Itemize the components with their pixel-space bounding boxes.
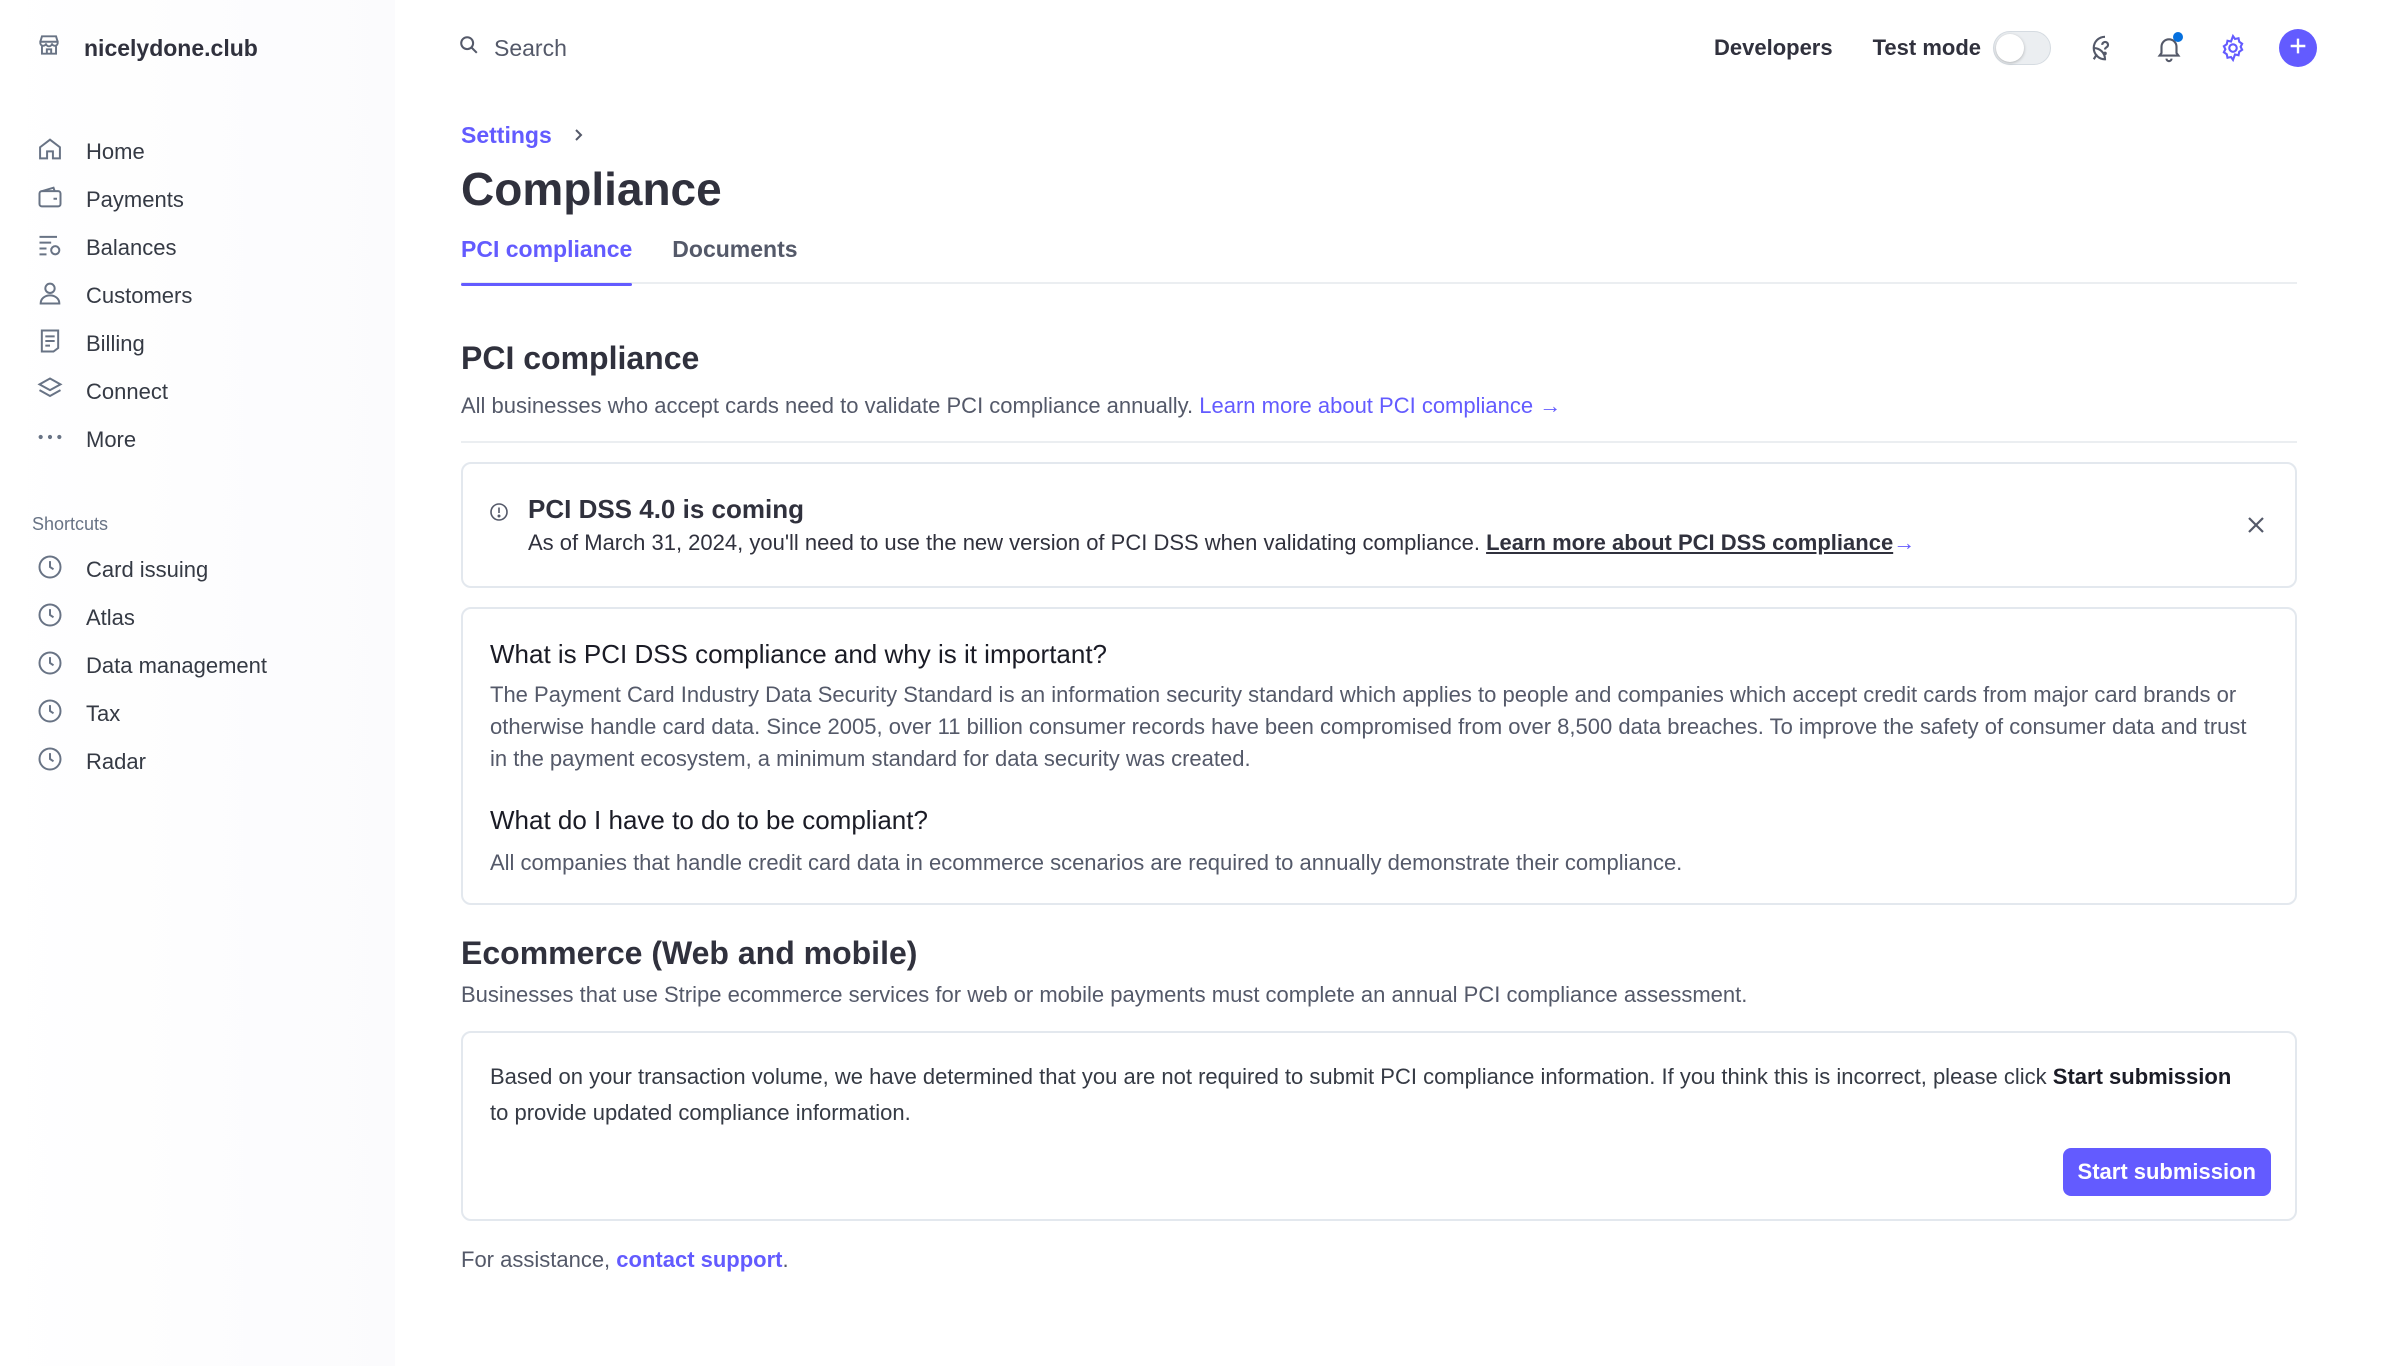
ecommerce-status-box [461,1031,2297,1221]
arrow-right-icon: → [1893,530,1916,555]
notice-text: As of March 31, 2024, you'll need to use the new version of PCI DSS when validating compliance. [528,530,1480,555]
plus-icon [2287,35,2309,62]
clock-icon [36,601,64,635]
settings-gear-icon[interactable] [2217,32,2249,64]
main-nav [36,128,366,464]
close-icon[interactable] [2245,514,2267,536]
notice-title: PCI DSS 4.0 is coming [528,494,804,524]
shortcut-label: Tax [86,701,121,726]
pci-faq-box [461,607,2297,905]
clock-icon [36,649,64,683]
nav-label: Connect [86,379,168,404]
faq-question-1: What is PCI DSS compliance and why is it important? [490,639,1108,669]
shortcuts-heading: Shortcuts [32,514,109,534]
receipt-icon [36,327,64,361]
search-icon [458,34,480,62]
shortcut-card-issuing[interactable] [36,546,366,594]
balances-icon [36,231,64,265]
shortcut-label: Radar [86,749,146,774]
nav-label: Billing [86,331,145,356]
learn-pci-dss-link[interactable] [1486,530,1915,555]
nav-item-payments[interactable] [36,176,366,224]
breadcrumb [461,122,586,149]
learn-pci-link-text: Learn more about PCI compliance [1199,393,1534,418]
search-input[interactable]: Search [494,34,567,61]
learn-pci-link[interactable] [1199,393,1561,418]
help-icon[interactable] [2089,32,2121,64]
pci-description [461,390,1561,422]
assist-before: For assistance, [461,1247,617,1272]
pci-dss-notice [461,462,2297,588]
home-icon [36,135,64,169]
developers-link[interactable]: Developers [1713,35,1833,60]
notifications-icon[interactable] [2153,32,2185,64]
create-button[interactable] [2279,29,2317,67]
clock-icon [36,697,64,731]
clock-icon [36,553,64,587]
layers-icon [36,375,64,409]
search-bar[interactable] [458,30,567,66]
shortcut-tax[interactable] [36,690,366,738]
learn-pci-dss-link-text: Learn more about PCI DSS compliance [1486,530,1894,555]
clock-icon [36,745,64,779]
contact-support-link[interactable]: contact support [616,1247,783,1272]
shortcut-label: Atlas [86,605,135,630]
assist-after: . [782,1247,789,1272]
nav-item-home[interactable] [36,128,366,176]
pci-section-title: PCI compliance [461,340,700,376]
nav-label: Balances [86,235,177,260]
test-mode-toggle[interactable] [1993,31,2051,65]
notification-badge [2173,32,2183,42]
more-dots-icon [36,423,64,457]
breadcrumb-settings[interactable]: Settings [461,122,552,148]
shortcuts-nav [36,546,366,786]
ecommerce-title: Ecommerce (Web and mobile) [461,935,918,971]
status-text-bold: Start submission [2052,1064,2232,1089]
tab-pci-compliance[interactable]: PCI compliance [461,236,632,284]
nav-item-billing[interactable] [36,320,366,368]
notice-body [528,530,1915,556]
wallet-icon [36,183,64,217]
account-switcher[interactable] [36,30,258,66]
assistance-text [461,1247,789,1273]
tab-documents[interactable]: Documents [672,236,798,262]
status-text-after: to provide updated compliance information. [490,1100,911,1125]
shortcut-data-management[interactable] [36,642,366,690]
top-actions [1714,26,2317,70]
nav-item-balances[interactable] [36,224,366,272]
shortcut-label: Data management [86,653,267,678]
shortcut-radar[interactable] [36,738,366,786]
arrow-right-icon: → [1539,393,1562,418]
nav-label: Customers [86,283,193,308]
shortcut-atlas[interactable] [36,594,366,642]
nav-label: Payments [86,187,184,212]
test-mode-label: Test mode [1872,35,1981,60]
nav-item-customers[interactable] [36,272,366,320]
account-name: nicelydone.club [84,34,258,61]
pci-description-text: All businesses who accept cards need to validate PCI compliance annually. [461,393,1194,418]
nav-label: More [86,427,137,452]
faq-answer-2: All companies that handle credit card data in ecommerce scenarios are required to annually demonstrate their compliance. [490,850,1683,875]
ecommerce-description: Businesses that use Stripe ecommerce services for web or mobile payments must complete an annual PCI compliance assessment. [461,982,1748,1007]
nav-item-more[interactable] [36,416,366,464]
chevron-right-icon [570,122,586,149]
faq-question-2: What do I have to do to be compliant? [490,805,928,835]
section-divider [461,441,2297,443]
ecommerce-status-text [490,1059,2250,1131]
nav-item-connect[interactable] [36,368,366,416]
user-icon [36,279,64,313]
sidebar [0,0,395,1366]
nav-label: Home [86,139,145,164]
toggle-knob [1996,34,2024,62]
page-title: Compliance [461,163,722,215]
store-icon [36,32,62,64]
faq-answer-1: The Payment Card Industry Data Security Standard is an information security standard which applies to people and companies which accept credit cards from major card brands or otherwise handle card data. Since 2005, over 11 billion consumer records have been compromised from over 8,500 data breaches. To improve the safety of consumer data and trust in the payment ecosystem, a minimum standard for data security was created. [490,682,2247,771]
start-submission-button[interactable]: Start submission [2063,1148,2271,1196]
tab-bar [461,236,2297,284]
status-text-before: Based on your transaction volume, we have determined that you are not required to submit PCI compliance information. If you think this is incorrect, please click [490,1064,2053,1089]
shortcut-label: Card issuing [86,557,209,582]
info-icon [489,502,509,522]
